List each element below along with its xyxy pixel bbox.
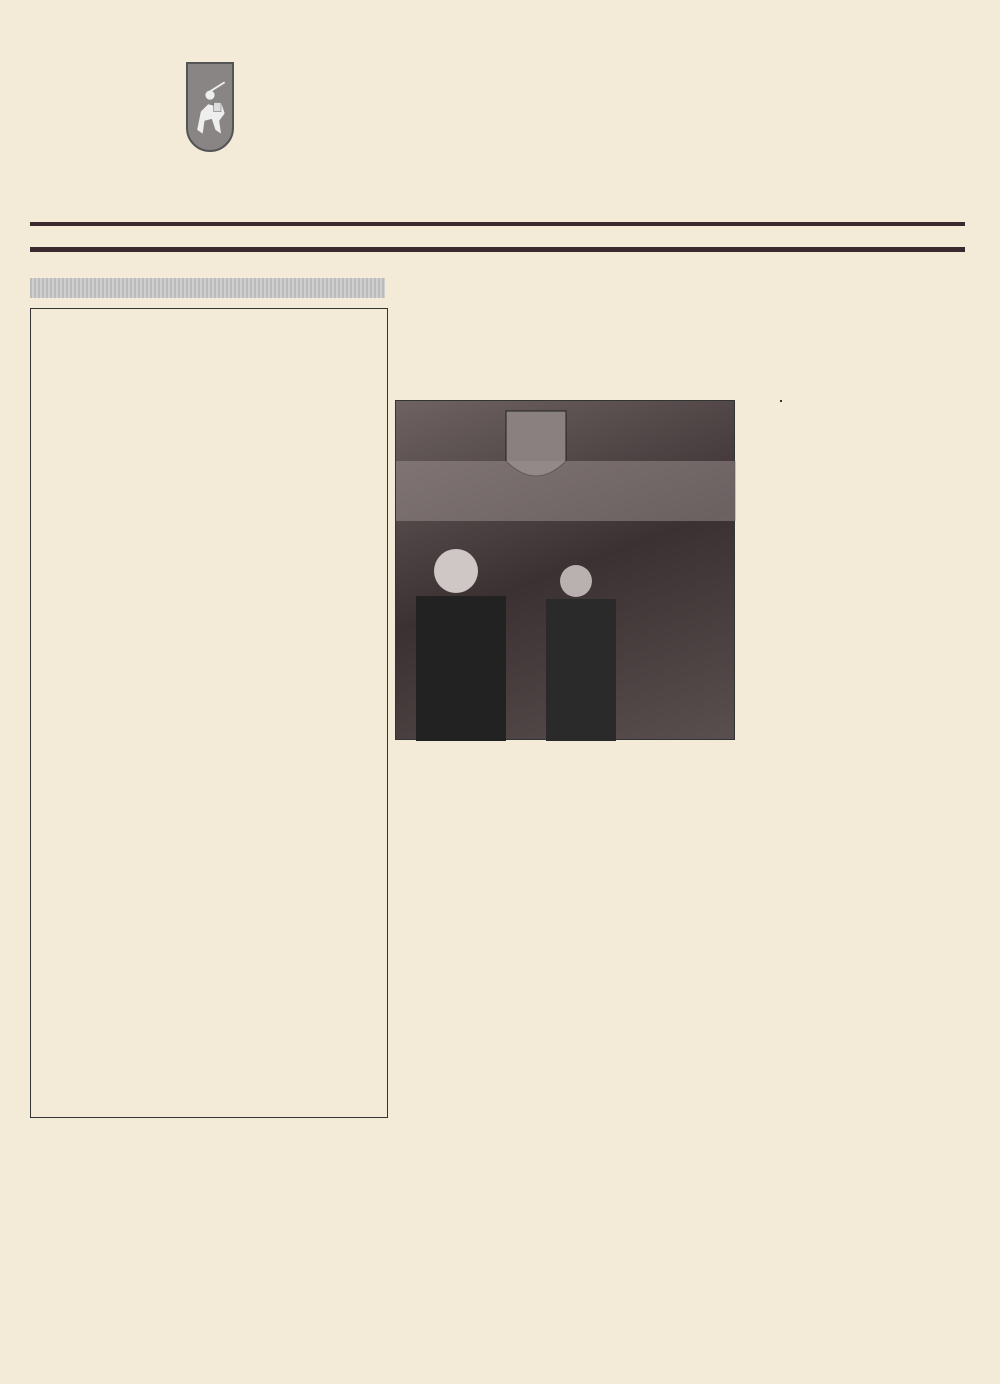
masthead-rule-top <box>30 222 965 226</box>
coat-of-arms-pahonia <box>186 62 234 152</box>
fax-section-banner <box>30 278 385 298</box>
knight-horse-icon <box>188 64 232 150</box>
fax-right-column <box>250 312 382 316</box>
fax-news-box <box>30 308 388 1118</box>
spacer <box>780 400 782 402</box>
fax-left-column <box>36 312 241 320</box>
ceremony-scene-icon <box>396 401 736 741</box>
masthead-rule-bottom <box>30 247 965 252</box>
ceremony-photo <box>395 400 735 740</box>
